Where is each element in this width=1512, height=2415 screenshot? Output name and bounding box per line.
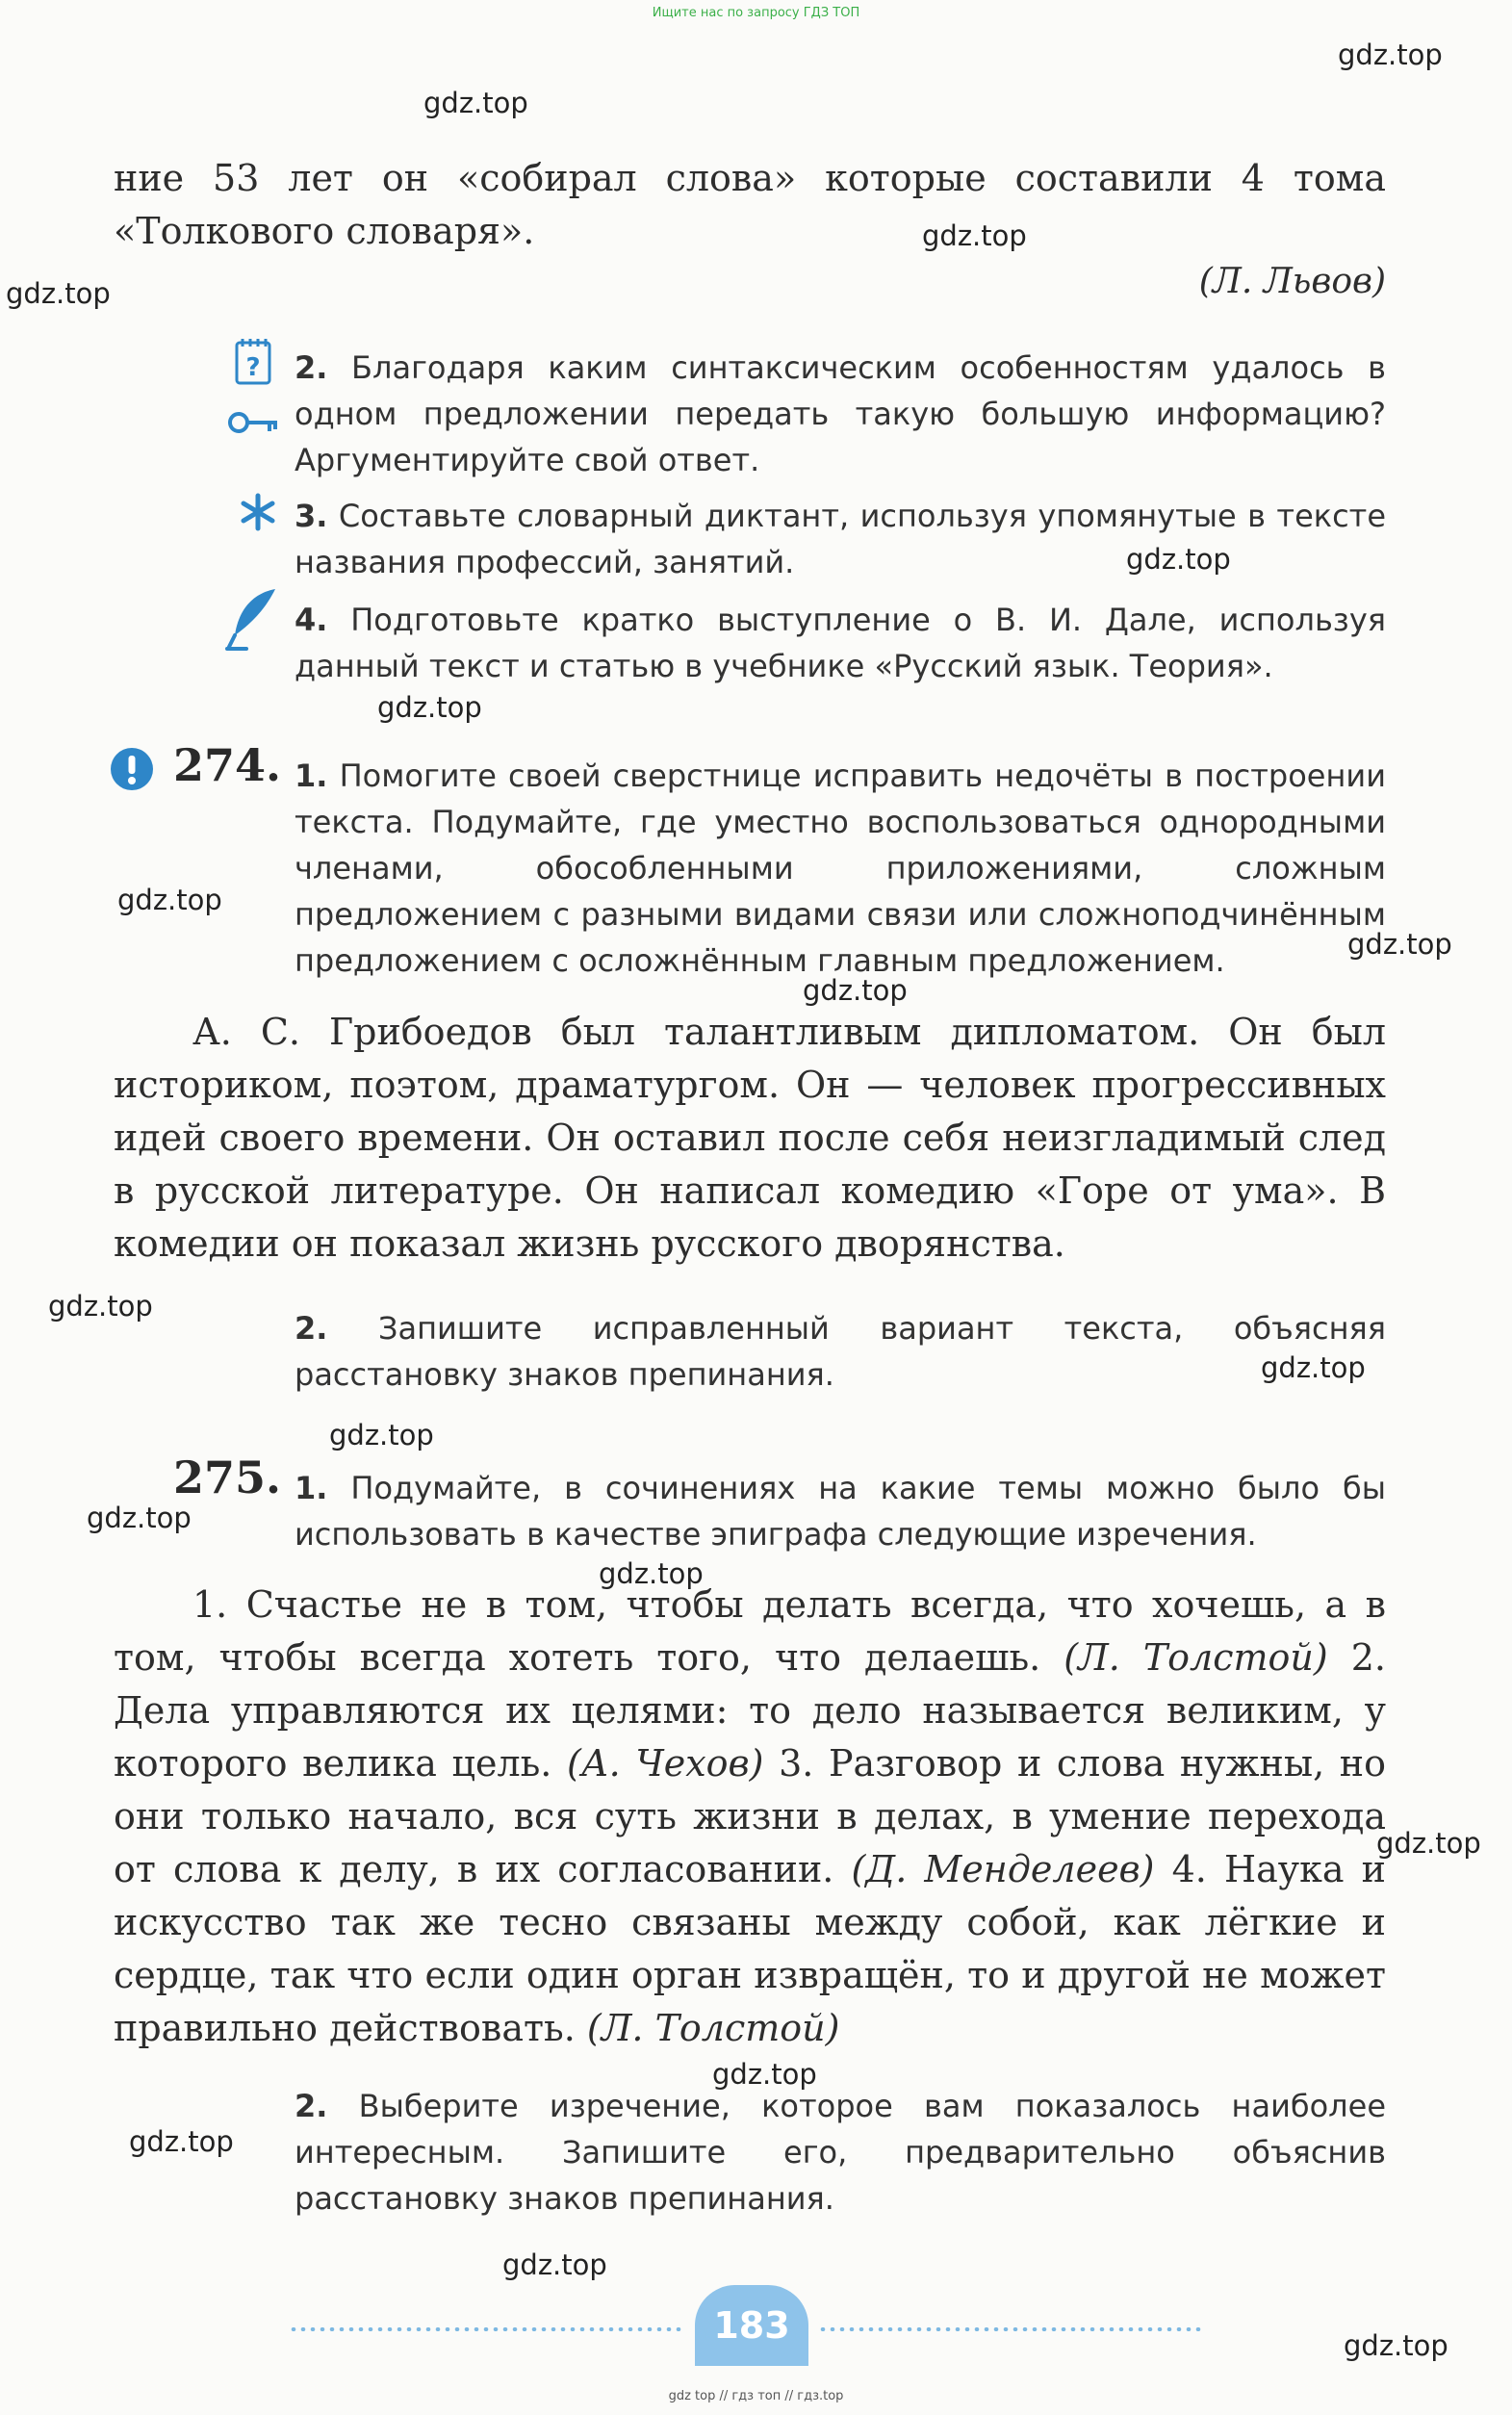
watermark: gdz.top (48, 1290, 153, 1323)
exercise-274-task-1-number: 1. (295, 758, 328, 794)
intro-line-1: ние 53 лет он «собирал слова» которые составили 4 тома (114, 157, 1386, 199)
task-3-number: 3. (295, 498, 328, 534)
exercise-275-task-2-number: 2. (295, 2088, 328, 2124)
watermark: gdz.top (712, 2058, 817, 2091)
watermark: gdz.top (329, 1419, 434, 1452)
quote-1: 1. Счастье не в том, чтобы делать всегда, что хочешь, а в том, чтобы всегда хотеть того, что делаешь. (114, 1583, 1386, 1679)
quote-3: 3. Разговор и слова нужны, но они только начало, вся суть жизни в делах, в умение перехода от слова к делу, в их согласовании. (114, 1742, 1387, 1890)
quote-4-author: (Л. Толстой) (586, 2007, 840, 2049)
watermark: gdz.top (803, 974, 908, 1007)
exercise-274-task-1-text: Помогите своей сверстнице исправить недочёты в построении текста. Подумайте, где уместно воспользоваться однородными членами, обособленными приложениями, сложным предложением с разными видами связи или сложноподчинённым предложением с осложнённым главным предложением. (295, 758, 1387, 979)
watermark: gdz.top (1376, 1827, 1481, 1860)
task-2-text: Благодаря каким синтаксическим особенностям удалось в одном предложении передать такую большую информацию? Аргументируйте свой ответ. (295, 349, 1387, 478)
exercise-275-task-2 (295, 2083, 1386, 2222)
task-4-text: Подготовьте кратко выступление о В. И. Дале, используя данный текст и статью в учебнике «Русский язык. Теория». (295, 602, 1387, 684)
watermark: gdz.top (6, 277, 111, 310)
exercise-274-task-2-text: Запишите исправленный вариант текста, объясняя расстановку знаков препинания. (295, 1310, 1386, 1393)
task-2 (295, 345, 1386, 483)
exercise-274-task-2 (295, 1305, 1386, 1398)
watermark: gdz.top (87, 1502, 192, 1534)
watermark: gdz.top (117, 884, 222, 916)
exercise-274-text: А. С. Грибоедов был талантливым дипломатом. Он был историком, поэтом, драматургом. Он — человек прогрессивных идей своего времени. Он оставил после себя неизгладимый след в русской литературе. Он написал комедию «Горе от ума». В комедии он показал жизнь русского дворянства. (114, 1011, 1386, 1265)
exercise-274-task-2-number: 2. (295, 1310, 328, 1347)
watermark: gdz.top (1344, 2329, 1448, 2362)
top-banner: Ищите нас по запросу ГДЗ ТОП (652, 6, 860, 20)
exercise-275-task-1-text: Подумайте, в сочинениях на какие темы можно было бы использовать в качестве эпиграфа следующие изречения. (295, 1470, 1387, 1553)
question-note-icon (235, 337, 273, 389)
exercise-275-number: 275. (173, 1452, 282, 1503)
task-4 (295, 597, 1386, 689)
watermark: gdz.top (922, 219, 1027, 252)
quill-pen-icon (225, 587, 279, 655)
asterisk-icon (239, 493, 277, 535)
quote-2-author: (А. Чехов) (567, 1742, 764, 1785)
exercise-275-task-2-text: Выберите изречение, которое вам показалось наиболее интересным. Запишите его, предварительно объяснив расстановку знаков препинания. (295, 2088, 1387, 2217)
quote-2: 2. Дела управляются их целями: то дело называется великим, у которого велика цель. (114, 1636, 1386, 1785)
page-number: 183 (695, 2285, 808, 2366)
key-icon (227, 408, 281, 441)
task-4-number: 4. (295, 602, 328, 638)
watermark: gdz.top (129, 2125, 234, 2158)
exclamation-icon (110, 747, 154, 795)
quote-3-author: (Д. Менделеев) (851, 1848, 1155, 1890)
quote-1-author: (Л. Толстой) (1064, 1636, 1328, 1679)
quote-4: 4. Наука и искусство так же тесно связаны между собой, как лёгкие и сердце, так что если один орган извращён, то и другой не может правильно действовать. (114, 1848, 1386, 2049)
intro-line-2: «Толкового словаря». (114, 210, 535, 252)
watermark: gdz.top (599, 1557, 704, 1590)
watermark: gdz.top (1261, 1351, 1366, 1384)
watermark: gdz.top (1126, 543, 1231, 576)
task-2-number: 2. (295, 349, 328, 386)
task-3-text: Составьте словарный диктант, используя упомянутые в тексте названия профессий, занятий. (295, 498, 1387, 580)
watermark: gdz.top (502, 2248, 607, 2281)
watermark: gdz.top (1347, 928, 1452, 961)
footer-dotted-line-right (818, 2327, 1203, 2331)
exercise-274-task-1 (295, 753, 1386, 984)
exercise-275-task-1 (295, 1465, 1386, 1557)
svg-text:?: ? (245, 353, 261, 382)
watermark: gdz.top (1338, 39, 1443, 71)
bottom-banner: gdz top // гдз топ // гдз.top (668, 2389, 844, 2403)
intro-text (114, 152, 1386, 258)
watermark: gdz.top (377, 691, 482, 724)
footer-dotted-line-left (289, 2327, 683, 2331)
exercise-275-task-1-number: 1. (295, 1470, 328, 1506)
exercise-275-quotes (114, 1579, 1386, 2055)
exercise-274-number: 274. (173, 739, 282, 791)
intro-author: (Л. Львов) (1198, 262, 1386, 301)
watermark: gdz.top (423, 87, 528, 119)
